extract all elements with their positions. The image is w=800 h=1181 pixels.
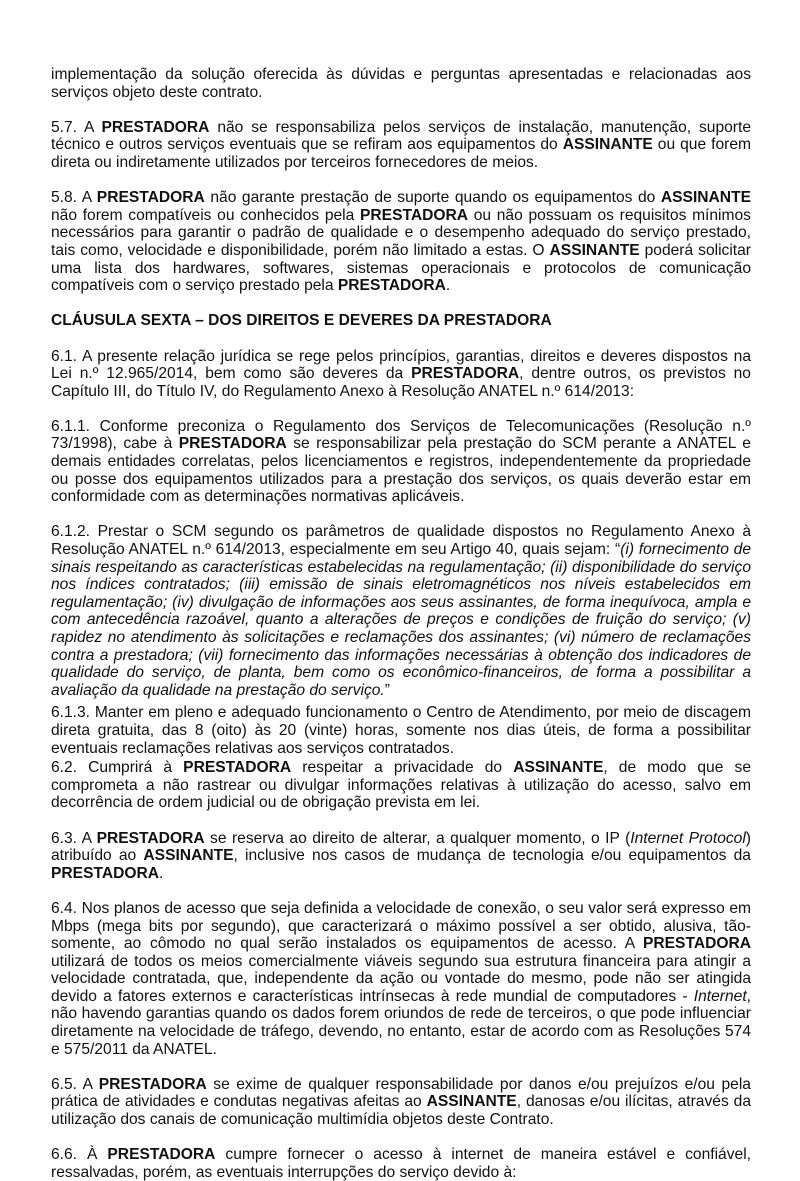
text: 5.7. A bbox=[51, 118, 102, 136]
text: 6.1. A presente relação jurídica se rege pelos princípios, garantias, direitos e deveres dispostos na Lei n.º 12.965/2014, bem como são deveres da bbox=[51, 347, 751, 383]
bold-term: PRESTADORA bbox=[178, 435, 287, 453]
text: . bbox=[159, 864, 164, 882]
text: 6.2. Cumprirá à bbox=[51, 759, 184, 777]
text: ) atribuído ao bbox=[51, 829, 751, 865]
bold-term: PRESTADORA bbox=[101, 118, 210, 136]
text: , dentre outros, os previstos no Capítulo III, do Título IV, do Regulamento Anexo à Resolução ANATEL n.º 614/2013: bbox=[51, 365, 751, 400]
paragraph-6-1-3 bbox=[51, 704, 751, 757]
text: não se responsabiliza pelos serviços de instalação, manutenção, suporte técnico e outros serviços eventuais que se refiram aos equipamentos do bbox=[51, 118, 751, 154]
text: ” bbox=[384, 681, 390, 699]
bold-term: ASSINANTE bbox=[660, 189, 751, 207]
bold-term: PRESTADORA bbox=[51, 864, 160, 882]
text: se exime de qualquer responsabilidade por danos e/ou prejuízos e/ou pela prática de atividades e condutas negativas afeitas ao bbox=[51, 1075, 751, 1111]
text: 6.1.3. Manter em pleno e adequado funcionamento o Centro de Atendimento, por meio de discagem direta gratuita, das 8 (oito) às 20 (vinte) horas, somente nos dias úteis, de forma a possibilitar eventuais reclamações relativas aos serviços contratados. bbox=[51, 704, 751, 757]
text: , inclusive nos casos de mudança de tecnologia e/ou equipamentos da bbox=[233, 847, 751, 865]
text: se responsabilizar pela prestação do SCM perante a ANATEL e demais entidades correlatas, pelos licenciamentos e registros, independentemente da propriedade ou posse dos equipamentos utilizados para a prestação dos serviços, os quais deverão estar em conformidade com as determinações normativas aplicáveis. bbox=[51, 435, 751, 506]
paragraph-6-3 bbox=[51, 830, 751, 883]
text: cumpre fornecer o acesso à internet de maneira estável e confiável, ressalvadas, porém, as eventuais interrupções do serviço devido à: bbox=[51, 1146, 751, 1181]
paragraph-6-5 bbox=[51, 1076, 751, 1129]
bold-term: PRESTADORA bbox=[183, 759, 292, 777]
bold-term: ASSINANTE bbox=[562, 136, 653, 154]
text: , de modo que se comprometa a não rastrear ou divulgar informações relativas à utilização do acesso, salvo em decorrência de ordem judicial ou de obrigação prevista em lei. bbox=[51, 759, 751, 812]
text: , não havendo garantias quando os dados forem oriundos de rede de terceiros, o que pode influenciar diretamente na velocidade de tráfego, devendo, no entanto, estar de acordo com as Resoluções 574 e 575/2011 da ANATEL. bbox=[51, 987, 751, 1058]
paragraph-intro bbox=[51, 66, 751, 101]
text: 6.1.1. Conforme preconiza o Regulamento dos Serviços de Telecomunicações (Resolução n.º 73/1998), cabe à bbox=[51, 417, 751, 453]
bold-term: ASSINANTE bbox=[143, 847, 234, 865]
paragraph-6-1-1 bbox=[51, 418, 751, 506]
bold-term: PRESTADORA bbox=[96, 829, 205, 847]
text: se reserva ao direito de alterar, a qualquer momento, o IP ( bbox=[204, 829, 631, 847]
section-heading: CLÁUSULA SEXTA – DOS DIREITOS E DEVERES DA PRESTADORA bbox=[51, 312, 552, 330]
bold-term: ASSINANTE bbox=[549, 241, 640, 259]
bold-term: ASSINANTE bbox=[426, 1093, 517, 1111]
italic-term: Internet Protocol bbox=[630, 829, 746, 847]
text: 6.4. Nos planos de acesso que seja definida a velocidade de conexão, o seu valor será expresso em Mbps (mega bits por segundo), que caracterizará o máximo possível a ser obtido, alusiva, tão-somente, ao cômodo no qual serão instalados os equipamentos de acesso. A bbox=[51, 899, 751, 953]
text: poderá solicitar uma lista dos hardwares, softwares, sistemas operacionais e protocolos de comunicação compatíveis com o serviço prestado pela bbox=[51, 241, 751, 295]
text: 6.1.2. Prestar o SCM segundo os parâmetros de qualidade dispostos no Regulamento Anexo à Resolução ANATEL n.º 614/2013, especialmente em seu Artigo 40, quais sejam: “ bbox=[51, 523, 751, 559]
text: ou que forem direta ou indiretamente utilizados por terceiros fornecedores de meios. bbox=[51, 136, 751, 171]
paragraph-6-1 bbox=[51, 348, 751, 401]
bold-term: PRESTADORA bbox=[360, 206, 469, 224]
italic-quote: (i) fornecimento de sinais respeitando as características estabelecidas na regulamentação; (ii) disponibilidade do serviço nos índices contratados; (iii) emissão de sinais eletromagnéticos nos níveis estabelecidos em regulamentação; (iv) divulgação de informações aos seus assinantes, de forma inequívoca, ampla e com antecedência razoável, quanto a alterações de preços e condições de fruição do serviço; (v) rapidez no atendimento às solicitações e reclamações dos assinantes; (vi) número de reclamações contra a prestadora; (vii) fornecimento das informações necessárias à obtenção dos indicadores de qualidade do serviço, de planta, bem como os econômico-financeiros, de forma a possibilitar a avaliação da qualidade na prestação do serviço. bbox=[51, 541, 751, 699]
paragraph-6-6 bbox=[51, 1146, 751, 1181]
paragraph-6-4 bbox=[51, 900, 751, 1058]
text: 6.3. A bbox=[51, 829, 97, 847]
text: 6.5. A bbox=[51, 1075, 99, 1093]
text: ou não possuam os requisitos mínimos necessários para garantir o padrão de qualidade e o desempenho adequado do serviço prestado, tais como, velocidade e disponibilidade, porém não limitado a estas. O bbox=[51, 206, 751, 259]
bold-term: ASSINANTE bbox=[513, 759, 604, 777]
bold-term: PRESTADORA bbox=[337, 277, 446, 295]
document-page bbox=[51, 66, 751, 1181]
paragraph-5-8 bbox=[51, 189, 751, 295]
bold-term: PRESTADORA bbox=[411, 365, 520, 383]
text: , danosas e/ou ilícitas, através da utilização dos canais de comunicação multimídia objetos deste Contrato. bbox=[51, 1093, 751, 1129]
bold-term: PRESTADORA bbox=[98, 1075, 207, 1093]
bold-term: PRESTADORA bbox=[642, 935, 751, 953]
paragraph-6-1-2 bbox=[51, 523, 751, 699]
bold-term: PRESTADORA bbox=[96, 189, 205, 207]
bold-term: PRESTADORA bbox=[107, 1146, 216, 1164]
italic-term: Internet bbox=[693, 987, 747, 1005]
paragraph-5-7 bbox=[51, 119, 751, 172]
text: 6.6. À bbox=[51, 1146, 108, 1164]
text: . bbox=[445, 277, 451, 295]
text: respeitar a privacidade do bbox=[291, 759, 514, 777]
text: utilizará de todos os meios comercialmente viáveis segundo sua estrutura financeira para atingir a velocidade contratada, que, independente da ação ou vontade do mesmo, pode não ser atingida devido a fatores externos e características intrínsecas à rede mundial de computadores - bbox=[51, 952, 751, 1005]
text: 5.8. A bbox=[51, 189, 97, 207]
paragraph-6-2 bbox=[51, 759, 751, 812]
text: implementação da solução oferecida às dúvidas e perguntas apresentadas e relacionadas aos serviços objeto deste contrato. bbox=[51, 66, 751, 101]
text: não forem compatíveis ou conhecidos pela bbox=[51, 206, 360, 224]
text: não garante prestação de suporte quando os equipamentos do bbox=[204, 189, 661, 207]
